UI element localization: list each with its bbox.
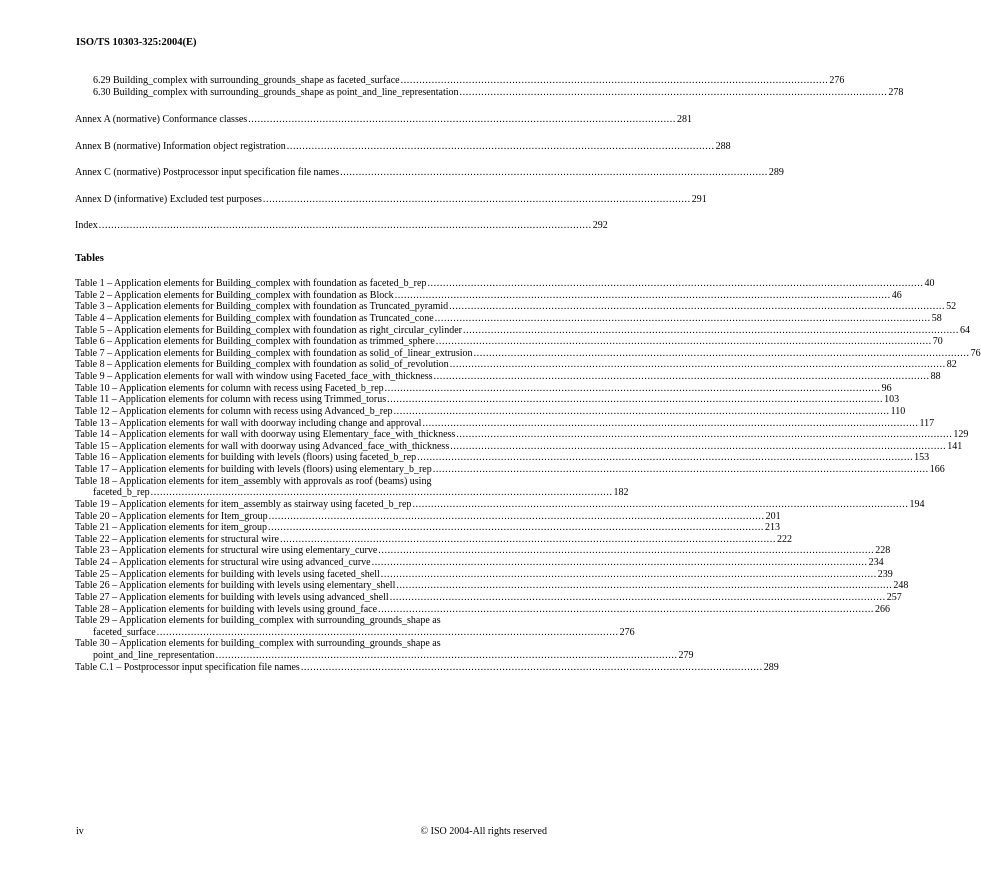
table-entry[interactable]: Table 20 – Application elements for Item_group ................................................................................................................................................................ 201 [75,510,781,522]
table-entry-page: 234 [868,557,884,568]
toc-entry[interactable]: 6.29 Building_complex with surrounding_grounds_shape as faceted_surface .......................................................................................................................................... 276 [93,75,845,86]
table-entry[interactable]: Table 12 – Application elements for column with recess using Advanced_b_rep ................................................................................................................................................................ 110 [75,405,906,417]
toc-annex-entry[interactable]: Annex B (normative) Information object registration .......................................................................................................................................... 288 [75,140,731,152]
toc-entry-page: 291 [691,193,707,205]
table-entry-page: 194 [909,498,925,510]
table-entry[interactable]: Table 2 – Application elements for Building_complex with foundation as Block ................................................................................................................................................................ 46 [75,289,902,301]
table-entry-label: Table 20 – Application elements for Item_group [75,510,268,522]
toc-annex-entry[interactable]: Annex A (normative) Conformance classes .......................................................................................................................................... 281 [75,114,692,125]
table-entry-page: 182 [613,487,629,499]
table-entry-label: Table 21 – Application elements for item_group [75,522,268,534]
table-entry-page: 96 [881,382,892,394]
table-entry-page: 58 [931,312,942,324]
table-entry-label: Table 2 – Application elements for Building_complex with foundation as Block [75,289,394,301]
table-entry-page: 239 [877,568,893,580]
table-entry-continuation[interactable]: faceted_surface ..................................................................................................................................................... 276 [93,626,635,638]
table-entry[interactable]: Table 3 – Application elements for Building_complex with foundation as Truncated_pyramid ................................................................................................................................................................ 52 [75,301,957,313]
toc-entry-page: 281 [677,114,692,125]
table-entry-label: Table 29 – Application elements for building_complex with surrounding_grounds_shape as [75,615,441,627]
table-entry-page: 166 [929,464,945,475]
table-entry[interactable] [75,638,544,650]
table-entry-page: 141 [947,440,963,452]
table-entry-label: Table 16 – Application elements for building with levels (floors) using faceted_b_rep [75,452,417,464]
toc-entry-page: 288 [715,140,731,152]
table-entry-label: Table 19 – Application elements for item_assembly as stairway using faceted_b_rep [75,498,412,510]
table-entry-label: Table 10 – Application elements for column with recess using Faceted_b_rep [75,382,384,394]
table-entry[interactable] [75,615,544,627]
table-entry[interactable]: Table 24 – Application elements for structural wire using advanced_curve ................................................................................................................................................................ 234 [75,557,884,568]
table-entry-label: Table 8 – Application elements for Building_complex with foundation as solid_of_revolution [75,359,449,371]
table-entry-label: Table 23 – Application elements for structural wire using elementary_curve [75,545,378,557]
table-entry-page: 117 [919,417,935,429]
table-entry[interactable]: Table 22 – Application elements for structural wire ................................................................................................................................................................ 222 [75,533,792,545]
table-entry[interactable]: Table 28 – Application elements for building with levels using ground_face ................................................................................................................................................................ 266 [75,603,891,615]
table-entry-page: 82 [946,359,957,371]
table-entry-label: Table 27 – Application elements for building with levels using advanced_shell [75,591,389,603]
table-entry[interactable]: Table C.1 – Postprocessor input specification file names ..................................................................................................................................................... 289 [75,661,779,673]
table-entry-label: Table 9 – Application elements for wall with window using Faceted_face_with_thickness [75,371,433,382]
table-entry-page: 88 [930,371,941,382]
table-entry[interactable]: Table 5 – Application elements for Building_complex with foundation as right_circular_cylinder ................................................................................................................................................................ 64 [75,324,970,336]
table-entry[interactable]: Table 27 – Application elements for building with levels using advanced_shell ................................................................................................................................................................ 257 [75,591,902,603]
toc-entry-label: Annex C (normative) Postprocessor input specification file names [75,167,340,179]
toc-annex-entry[interactable]: Annex D (informative) Excluded test purposes .......................................................................................................................................... 291 [75,193,707,205]
toc-entry-page: 276 [829,75,845,86]
table-entry-page: 213 [765,522,781,534]
table-entry-page: 46 [891,289,902,301]
table-entry-label: Table 17 – Application elements for building with levels (floors) using elementary_b_rep [75,464,432,475]
toc-index-entry[interactable]: Index ............................................................................................................................................................... 292 [75,220,608,232]
table-entry-continuation[interactable]: point_and_line_representation ..................................................................................................................................................... 279 [93,650,694,661]
table-entry-label: Table 26 – Application elements for building with levels using elementary_shell [75,580,396,592]
toc-entry[interactable]: 6.30 Building_complex with surrounding_grounds_shape as point_and_line_representation .......................................................................................................................................... 278 [93,86,904,98]
table-entry-page: 222 [776,533,792,545]
table-entry[interactable]: Table 25 – Application elements for building with levels using faceted_shell ................................................................................................................................................................ 239 [75,568,893,580]
table-entry[interactable]: Table 15 – Application elements for wall with doorway using Advanced_face_with_thickness ................................................................................................................................................................ 141 [75,440,963,452]
toc-entry-page: 289 [768,167,784,179]
table-entry-label: faceted_b_rep [93,487,150,499]
table-entry-label: Table 30 – Application elements for building_complex with surrounding_grounds_shape as [75,638,441,650]
table-entry-label: Table 6 – Application elements for Building_complex with foundation as trimmed_sphere [75,336,435,348]
table-entry-page: 153 [914,452,930,464]
table-entry[interactable]: Table 19 – Application elements for item_assembly as stairway using faceted_b_rep ................................................................................................................................................................ 194 [75,498,925,510]
table-entry[interactable]: Table 26 – Application elements for building with levels using elementary_shell ................................................................................................................................................................ 248 [75,580,909,592]
table-entry-label: point_and_line_representation [93,650,215,661]
table-entry[interactable] [75,476,544,488]
toc-annex-entry[interactable]: Annex C (normative) Postprocessor input specification file names .......................................................................................................................................... 289 [75,167,784,179]
table-entry-page: 76 [970,347,981,359]
table-entry-label: Table 13 – Application elements for wall with doorway including change and approval [75,417,422,429]
toc-entry-label: Annex D (informative) Excluded test purposes [75,193,262,205]
document-header: ISO/TS 10303-325:2004(E) [76,37,197,48]
toc-entry-label: Annex A (normative) Conformance classes [75,114,248,125]
table-entry[interactable]: Table 7 – Application elements for Building_complex with foundation as solid_of_linear_extrusion ................................................................................................................................................................ 76 [75,347,981,359]
table-entry-label: Table 25 – Application elements for building with levels using faceted_shell [75,568,380,580]
table-entry-page: 64 [959,324,970,336]
table-entry-label: Table 14 – Application elements for wall with doorway using Elementary_face_with_thickness [75,429,456,441]
table-entry-page: 279 [678,650,694,661]
table-entry-page: 103 [884,394,900,406]
table-entry-page: 257 [886,591,902,603]
table-entry-page: 52 [946,301,957,313]
table-entry-page: 129 [953,429,969,441]
table-entry-label: Table 15 – Application elements for wall with doorway using Advanced_face_with_thickness [75,440,450,452]
toc-entry-page: 278 [888,86,904,98]
table-entry[interactable]: Table 10 – Application elements for column with recess using Faceted_b_rep ................................................................................................................................................................ 96 [75,382,892,394]
toc-entry-label: Index [75,220,98,232]
footer-page-number: iv [76,826,84,837]
toc-entry-label: Annex B (normative) Information object registration [75,140,286,152]
table-entry-page: 248 [893,580,909,592]
table-entry-label: Table C.1 – Postprocessor input specification file names [75,661,300,673]
table-entry[interactable]: Table 8 – Application elements for Building_complex with foundation as solid_of_revolution ................................................................................................................................................................ 82 [75,359,957,371]
table-entry[interactable]: Table 23 – Application elements for structural wire using elementary_curve ................................................................................................................................................................ 228 [75,545,891,557]
table-entry[interactable]: Table 6 – Application elements for Building_complex with foundation as trimmed_sphere ................................................................................................................................................................ 70 [75,336,943,348]
table-entry-page: 228 [875,545,891,557]
tables-list [75,278,981,673]
table-entry-page: 40 [924,278,935,289]
table-entry-page: 70 [932,336,943,348]
table-entry-label: Table 4 – Application elements for Building_complex with foundation as Truncated_cone [75,312,434,324]
table-entry-label: Table 7 – Application elements for Building_complex with foundation as solid_of_linear_extrusion [75,347,473,359]
table-entry[interactable]: Table 21 – Application elements for item_group ................................................................................................................................................................ 213 [75,522,781,534]
table-entry[interactable]: Table 4 – Application elements for Building_complex with foundation as Truncated_cone ................................................................................................................................................................ 58 [75,312,942,324]
table-entry-page: 266 [875,603,891,615]
table-entry[interactable]: Table 14 – Application elements for wall with doorway using Elementary_face_with_thickness ................................................................................................................................................................ 129 [75,429,969,441]
table-entry-page: 276 [619,626,635,638]
table-entry-page: 289 [763,661,779,673]
table-entry[interactable]: Table 1 – Application elements for Building_complex with foundation as faceted_b_rep ................................................................................................................................................................ 40 [75,278,935,289]
footer-copyright: © ISO 2004-All rights reserved [420,826,547,837]
toc-entry-label: 6.29 Building_complex with surrounding_grounds_shape as faceted_surface [93,75,400,86]
table-entry-label: Table 3 – Application elements for Building_complex with foundation as Truncated_pyramid [75,301,449,313]
toc-subsections [75,75,904,98]
table-entry[interactable]: Table 13 – Application elements for wall with doorway including change and approval ................................................................................................................................................................ 117 [75,417,935,429]
table-entry-label: faceted_surface [93,626,156,638]
table-entry-label: Table 11 – Application elements for column with recess using Trimmed_torus [75,394,387,406]
table-entry-continuation[interactable]: faceted_b_rep ..................................................................................................................................................... 182 [93,487,629,499]
table-entry-label: Table 5 – Application elements for Building_complex with foundation as right_circular_cylinder [75,324,462,336]
table-entry-label: Table 12 – Application elements for column with recess using Advanced_b_rep [75,405,393,417]
table-entry[interactable]: Table 11 – Application elements for column with recess using Trimmed_torus ................................................................................................................................................................ 103 [75,394,900,406]
table-entry-page: 201 [765,510,781,522]
table-entry[interactable]: Table 9 – Application elements for wall with window using Faceted_face_with_thickness ................................................................................................................................................................ 88 [75,371,941,382]
tables-heading: Tables [75,253,104,264]
table-entry-label: Table 24 – Application elements for structural wire using advanced_curve [75,557,371,568]
table-entry-label: Table 1 – Application elements for Building_complex with foundation as faceted_b_rep [75,278,427,289]
toc-entry-page: 292 [592,220,608,232]
toc-annexes [75,114,784,232]
table-entry[interactable]: Table 16 – Application elements for building with levels (floors) using faceted_b_rep ................................................................................................................................................................ 153 [75,452,930,464]
table-entry-label: Table 28 – Application elements for building with levels using ground_face [75,603,378,615]
table-entry-label: Table 22 – Application elements for structural wire [75,533,279,545]
table-entry-label: Table 18 – Application elements for item_assembly with approvals as roof (beams) using [75,475,432,487]
toc-entry-label: 6.30 Building_complex with surrounding_grounds_shape as point_and_line_representation [93,86,459,98]
table-entry[interactable]: Table 17 – Application elements for building with levels (floors) using elementary_b_rep ................................................................................................................................................................ 166 [75,464,945,475]
table-entry-page: 110 [890,405,906,417]
